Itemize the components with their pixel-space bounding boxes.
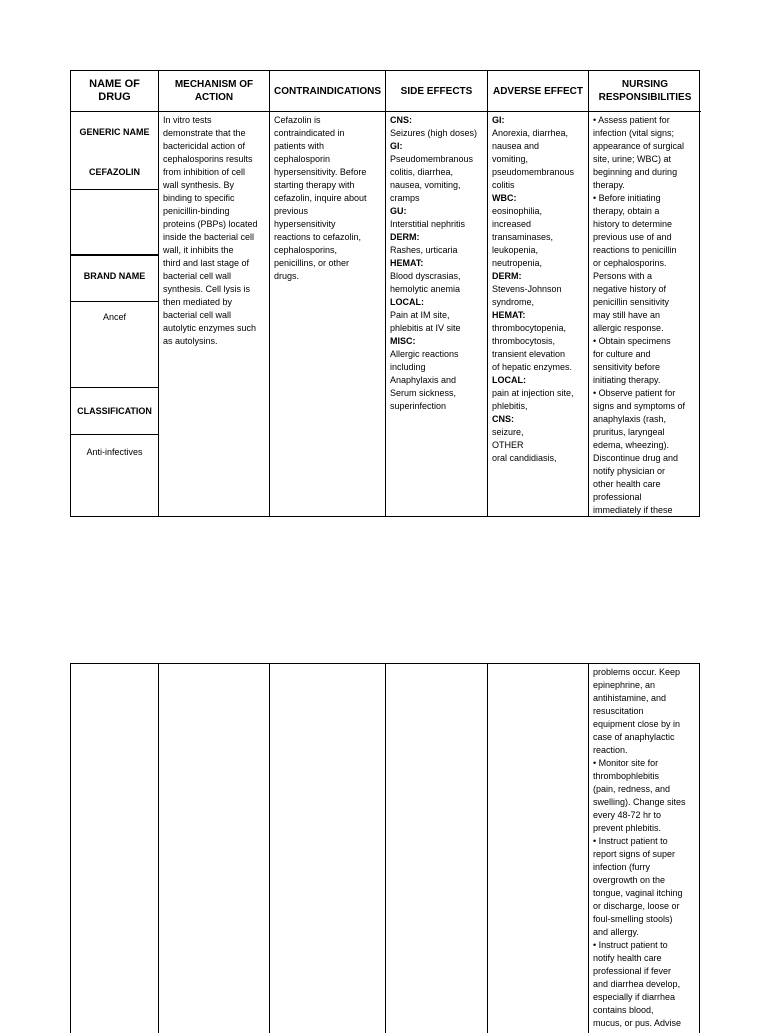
side-effects-list [390,114,484,413]
header-side-effects: SIDE EFFECTS [386,71,487,112]
adverse-effect-label: LOCAL: [492,375,526,385]
generic-name-value: CEFAZOLIN [89,167,140,177]
side-effect-text: Interstitial nephritis [390,219,466,229]
column-contraindications [270,71,386,516]
side-effect-label: HEMAT: [390,258,424,268]
drug-table-page-1 [70,70,700,517]
column-mechanism [159,71,270,516]
side-effect-text: Seizures (high doses) [390,128,478,138]
side-effect-text: Allergic reactions including Anaphylaxis and Serum sickness, superinfection [390,349,459,411]
drug-table-page-2 [70,663,700,1033]
side-effect-label: MISC: [390,336,416,346]
adverse-effect-label: GI: [492,115,505,125]
generic-name-cell [71,112,158,190]
nursing-text-page-2: problems occur. Keep epinephrine, an antihistamine, and resuscitation equipment close by in case of anaphylactic reaction. • Monitor site for thrombophlebitis (pain, redness, and swelling). Change sites every 48-72 hr to prevent phlebitis. • Instruct patient to report signs of super infection (furry overgrowth on the tongue, vaginal itching or discharge, loose or foul-smelling stools) and allergy. • Instruct patient to notify health care professional if fever and diarrhea develop, especially if diarrhea contains blood, mucus, or pus. Advise [593,667,686,1028]
adverse-effect-text: seizure, OTHER oral candidiasis, [492,427,557,463]
classification-label: CLASSIFICATION [77,406,152,416]
brand-name-row [71,254,158,302]
mechanism-text: In vitro tests demonstrate that the bactericidal action of cephalosporins results from inhibition of cell wall synthesis. By binding to specific penicillin-binding proteins (PBPs) located inside the bacterial cell wall, it inhibits the third and last stage of bacterial cell wall synthesis. Cell lysis is then mediated by bacterial cell wall autolytic enzymes such as autolysins. [163,115,258,346]
adverse-effects-list [492,114,585,465]
adverse-effect-text: thrombocytopenia, thrombocytosis, transient elevation of hepatic enzymes. [492,323,573,372]
adverse-effect-text: pain at injection site, phlebitis, [492,388,574,411]
side-effect-text: Pseudomembranous colitis, diarrhea, nausea, vomiting, cramps [390,154,474,203]
column-adverse-effect [488,71,589,516]
adverse-effect-label: HEMAT: [492,310,526,320]
column-nursing [589,71,701,516]
side-effect-text: Blood dyscrasias, hemolytic anemia [390,271,461,294]
classification-value: Anti-infectives [86,447,143,457]
header-name-of-drug: NAME OF DRUG [71,71,158,112]
side-effect-text: Rashes, urticaria [390,245,458,255]
column-name-of-drug [71,71,159,516]
contraindications-text: Cefazolin is contraindicated in patients with cephalosporin hypersensitivity. Before starting therapy with cefazolin, inquire about previous hypersensitivity reactions to cefazolin, cephalosporins, penicillins, or other drugs. [274,115,367,281]
nursing-text-page-1: • Assess patient for infection (vital signs; appearance of surgical site, urine; WBC) at beginning and during therapy. • Before initiating therapy, obtain a history to determine previous use of and reactions to penicillin or cephalosporins. Persons with a negative history of penicillin sensitivity may still have an allergic response. • Obtain specimens for culture and sensitivity before initiating therapy. • Observe patient for signs and symptoms of anaphylaxis (rash, pruritus, laryngeal edema, wheezing). Discontinue drug and notify physician or other health care professional immediately if these [593,115,686,515]
generic-name-label: GENERIC NAME [79,127,150,137]
column-side-effects [386,71,488,516]
adverse-effect-label: CNS: [492,414,514,424]
adverse-effect-label: DERM: [492,271,522,281]
header-adverse-effect: ADVERSE EFFECT [488,71,588,112]
column-contraindications-2 [270,664,386,1033]
header-contraindications: CONTRAINDICATIONS [270,71,385,112]
side-effect-label: DERM: [390,232,420,242]
column-nursing-2 [589,664,701,1033]
side-effect-label: GU: [390,206,407,216]
header-nursing: NURSING RESPONSIBILITIES [589,71,701,112]
column-name-of-drug-2 [71,664,159,1033]
side-effect-label: CNS: [390,115,412,125]
column-adverse-effect-2 [488,664,589,1033]
side-effect-text: Pain at IM site, phlebitis at IV site [390,310,461,333]
brand-name-label: BRAND NAME [83,271,146,281]
column-mechanism-2 [159,664,270,1033]
side-effect-label: GI: [390,141,403,151]
column-side-effects-2 [386,664,488,1033]
adverse-effect-text: Stevens-Johnson syndrome, [492,284,562,307]
side-effect-label: LOCAL: [390,297,424,307]
classification-row [71,387,158,435]
brand-name-value: Ancef [102,312,126,322]
brand-name-cell [71,190,158,256]
adverse-effect-label: WBC: [492,193,517,203]
adverse-effect-text: eosinophilia, increased transaminases, leukopenia, neutropenia, [492,206,554,268]
adverse-effect-text: Anorexia, diarrhea, nausea and vomiting, pseudomembranous colitis [492,128,575,190]
header-mechanism: MECHANISM OF ACTION [159,71,269,112]
